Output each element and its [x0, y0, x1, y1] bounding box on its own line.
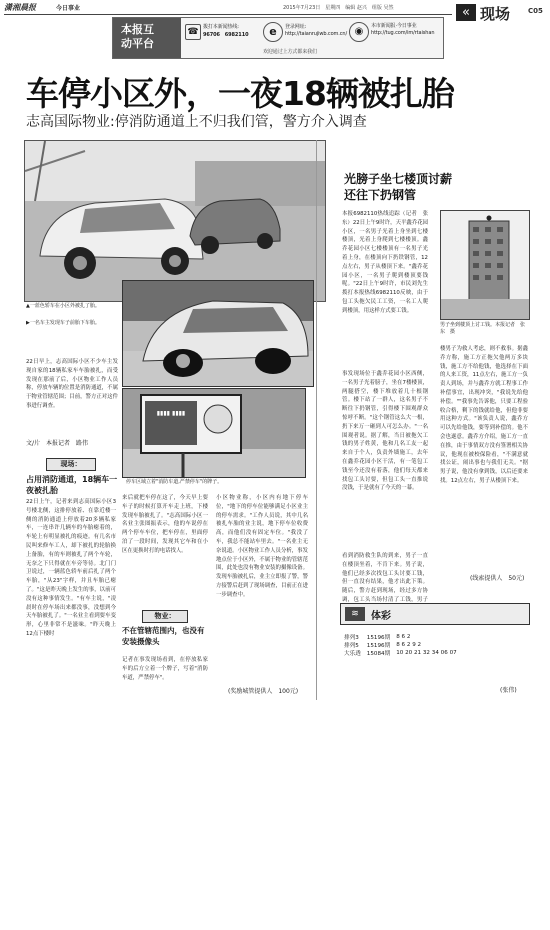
right-story-text-a: 本报6982110热线追踪（记者 张东）22日上午9时许，天平鑫乔花园小区，一名男子光着上身坐到七楼楼顶，光着上身爬到七楼楼顶。鑫乔花园小区七楼楼顶有一名男子光着上身，在楼顶向下扔铁钢管，12点左右，男子从楼顶下来。"鑫乔花园小区，一名男子爬到楼顶要钱呢。"22日上午9时许，市民刘先生拨打本报热线6982110反映，由于包工头拖欠民工工资，一名工人爬到楼顶，用这样方式要工钱。: [342, 211, 428, 314]
lottery-numbers: 10 20 21 32 34 06 07: [396, 650, 457, 656]
date-line: 2015年7月23日 星期四 编辑 赵兴 组版 吴然: [283, 5, 394, 11]
photo-parked-cars: [24, 140, 326, 302]
right-story-headline-1: 光膀子坐七楼顶讨薪: [344, 172, 453, 186]
main-column-2: 来后就把车停在这了，今天早上要车子的时候打算开车走上班，下楼发现车胎被扎了。"志高国际小区一名业主张图振表示，他的车说停在两个停车车位，把车停在，里面停泊了一段时间，发现其它车和在小区在更换时打的电话找人。: [122, 495, 208, 554]
lottery-name: 排列5: [344, 643, 359, 649]
sub2-subtitle: 不在管辖范围内，也没有安装摄像头: [122, 626, 205, 646]
fire-lane-sign-illustration: [123, 389, 305, 477]
section-name: 今日事业: [56, 5, 81, 12]
lottery-issue: 15084期: [366, 651, 391, 657]
main-column-1: 22日上午，记者来到志高国际小区3号楼北侧，这排停放着、在靠近楼一侧的消防通道上停放着20多辆私家车，一连串许几辆车的车胎瘪着的，车轮上有明显被扎的痕迹。有几名市民叫来修车工人，却下被扎的轮胎换上备胎，有的车则被扎了两个车轮，无奈之下只得就在车旁等待。北门门卫说过，一辆蓝色轿车前后扎了两个车胎，"从23"字样，并且车胎已瘪了。"这是昨天晚上发生的事，以前可没有这种事情发生。"有车主说，"凌晨时在停车场出来都没事，没想到今天车胎被扎了。"一名业主看到要车变形，心里非常不是滋味。"昨天晚上12点下楼时: [26, 499, 116, 637]
sub1-subtitle: 占用消防通道，18辆车一夜被扎胎: [26, 475, 118, 495]
main-column-2b: 记者在事发现场看到，在停放私家车的后方立着一个牌子，写着"消防车道，严禁停车"。: [122, 657, 208, 681]
header-rule: [4, 14, 452, 15]
photo1-caption-b: ▶一名车主发现车子前胎下车胎。: [26, 320, 100, 326]
lottery-ribbon-icon: ≋: [345, 607, 365, 621]
weibo-value: http://tug.com/im/rtaishan: [371, 30, 435, 36]
website-label: 登录网址:: [285, 24, 307, 30]
lottery-row: [344, 641, 463, 649]
right-story-text-c: 看到消防救生队的到来，男子一直在楼顶坐着，不肯下来。男子说，他们已经多次找包工头讨要工钱，但一直没有结果，他才出此下策。随后，警方赶到现场，经过多方协调，包工头当场付清了工钱，男子: [342, 553, 428, 603]
sign-label-fire-lane: ▮▮▮▮ ▮▮▮▮: [156, 410, 186, 417]
lottery-issue: 15196期: [366, 643, 391, 649]
flat-tire-illustration: [123, 281, 313, 386]
building-illustration: [441, 211, 529, 319]
lottery-row: [344, 633, 463, 641]
parked-cars-illustration: [25, 141, 325, 301]
main-right-divider: [316, 140, 317, 700]
website-value: http://taianrujiwb.com.cn/: [285, 31, 348, 37]
photo3-caption: 停车区域立着"消防车道,严禁停车"的牌子。: [126, 479, 223, 485]
banner-title-line2: 动平台: [121, 37, 154, 50]
lottery-numbers: 8 6 2 9 2: [396, 642, 422, 648]
banner-title-line1: 本报互: [121, 23, 154, 36]
sub1-title-box: [46, 458, 96, 471]
section-tag: [456, 2, 522, 22]
lottery-header: [340, 603, 530, 625]
main-subheadline: 志高国际物业:停消防通道上不归我们管，警方介入调查: [26, 114, 367, 130]
lottery-title: 体彩: [371, 611, 391, 622]
right-story-column-2: 楼男子为救人考虑，则不救事。据鑫乔方称，施工方正拖欠他两万多块钱，施工方不给他钱，他选择在下面的人来工资，11点左右，施工方一负责人到场，并与鑫乔方就工程事工作补偿事宜，出现冲突，"我说先给他补偿。""我事先告诉他，只要工程验收合格，剩下的钱就给他，但他非要用这种方式。"该负责人说，鑫乔方可以先给他钱，要等到补偿的。他不会也遂意。鑫乔方介绍，施工方一直在推，由于事情双方没有签署相关协议，他现在被校保险看，"不满意就找公证，闹出事也与我们无关。"据男子说，他没有拿到钱，以后还要来找。12点左右，男子从楼顶下来。: [440, 346, 528, 484]
phone-icon: ☎: [185, 24, 201, 40]
masthead: [0, 0, 550, 23]
lottery-credit: (张伟): [500, 687, 517, 694]
section-tag-arrow-icon: «: [456, 4, 476, 21]
main-column-3: 小区物业称，小区内有地下停车位，"地下的停车位能够满足小区业主的停车需求。"工作人员说，其中几名被扎车胎的业主说，地下停车位收费高，而他们没有固定车位。"我没了车，我总不能站车里去。"一名业主无奈说道。小区物业工作人员分析，事发地点位于小区外，不属于物业的管辖范围，此处也没有物业安装的摄像设备。发现车胎被扎后，业主立即报了警，警方接警后赶到了现场调查，目前正在进一步调查中。: [216, 495, 308, 598]
photo-building-rooftop: [440, 210, 530, 320]
paper-name: 潇湘晨报: [4, 2, 36, 12]
lottery-row: [344, 649, 463, 657]
main-column-3-byline: (奖励城管提供人 100元): [228, 688, 299, 695]
interactive-platform-banner: [112, 17, 444, 59]
photo1-caption-a: ▲一蓝色轿车在小区外被扎了胎。: [26, 303, 100, 309]
lottery-name: 大乐透: [344, 651, 361, 657]
hotline-label: 拨打本新闻热线:: [203, 24, 239, 30]
sub2-title-box: [142, 610, 188, 623]
weibo-icon: ◉: [349, 22, 369, 42]
lead-paragraph: 22日早上，志高国际小区不少车主发现自家的18辆私家车车胎被扎，而受发现在那前了后，小区物业工作人员称，停放车辆的位置是消防通道，不属于物业管辖范围；目前，警方正对这件事进行调查。: [26, 359, 118, 409]
photo-flat-tire: [122, 280, 314, 387]
right-story-text-b: 事发现场位于鑫乔花园小区西侧，一名男子光着膀子，坐在7楼楼顶，两腿搭空，楼下堆放着几十根钢管。楼下站了一群人，这名男子不断往下扔钢管，引得楼下围观群众惊呼不断。"这个钢管这么大一根，扔下来万一砸到人可怎么办。"一名围观者说。据了解，当日被拖欠工钱的男子姓黄，他和几名工友一起来自于个人，负责外墙施工，去年在鑫乔花园小区干活，有一笔包工钱至今还没有着落，他们每天都来找包工头讨要，但包工头一直推说没钱，于是就有了今天的一幕。: [342, 371, 428, 492]
web-icon: e: [263, 22, 283, 42]
lead-byline: 文/片 本报记者 路伟: [26, 440, 89, 447]
right-story-headline-2: 还往下扔钢管: [344, 188, 417, 202]
right-story-byline: (线索提供人 50元): [470, 575, 525, 582]
sub2-title: 物业：: [154, 612, 176, 620]
lottery-box: [340, 603, 528, 698]
hotline-value: 96706 6982110: [203, 32, 249, 38]
banner-footnote: 欢迎通过上方式都来我们: [263, 49, 317, 55]
lottery-name: 排列3: [344, 635, 359, 641]
lottery-issue: 15196期: [366, 635, 391, 641]
page-number: C05: [528, 7, 543, 15]
banner-title-box: [113, 18, 181, 58]
weibo-label: 本市新闻报·今日事业: [371, 23, 417, 29]
photo-fire-lane-sign: [122, 388, 306, 478]
lottery-table: [344, 633, 463, 657]
section-tag-label: 现场: [480, 5, 511, 23]
lottery-numbers: 8 6 2: [396, 634, 411, 640]
right-photo-caption: 男子坐到楼顶上讨工钱。本报记者 张东 摄: [440, 322, 526, 335]
sub1-title: 现场：: [60, 460, 82, 468]
main-headline: 车停小区外，一夜18辆被扎胎: [26, 74, 454, 113]
